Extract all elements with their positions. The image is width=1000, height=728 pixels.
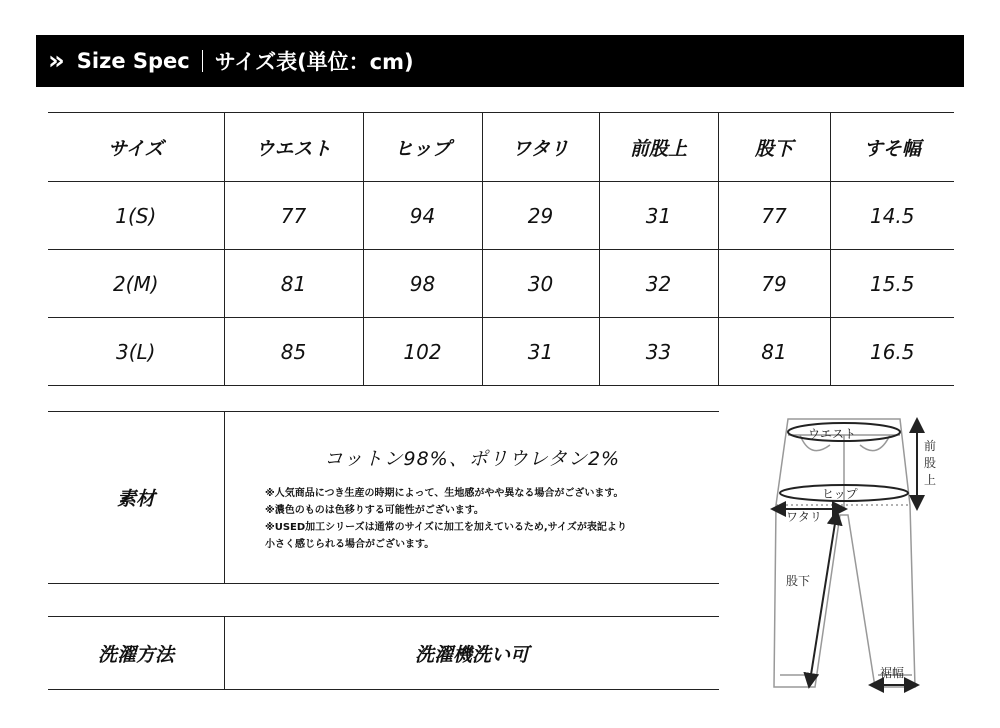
table-cell: 15.5 <box>830 250 954 318</box>
table-cell: 29 <box>482 182 599 250</box>
table-cell: 14.5 <box>830 182 954 250</box>
table-header-row <box>48 113 954 182</box>
material-divider <box>224 412 225 583</box>
pants-measurement-diagram <box>760 405 960 705</box>
table-cell: 30 <box>482 250 599 318</box>
size-table <box>48 112 954 386</box>
table-row <box>48 250 954 318</box>
inseam-arrow <box>810 517 836 681</box>
col-header-size: サイズ <box>48 113 224 182</box>
washing-section <box>48 616 719 690</box>
size-spec-header <box>36 35 964 87</box>
material-section <box>48 411 719 584</box>
col-header-hem: すそ幅 <box>830 113 954 182</box>
pants-outline <box>774 419 915 687</box>
table-cell: 2(M) <box>48 250 224 318</box>
col-header-hip: ヒップ <box>363 113 482 182</box>
material-note: 小さく感じられる場合がございます。 <box>265 539 435 550</box>
table-cell: 81 <box>224 250 363 318</box>
col-header-inseam: 股下 <box>718 113 830 182</box>
table-cell: 77 <box>718 182 830 250</box>
washing-value: 洗濯機洗い可 <box>414 643 529 666</box>
table-cell: 77 <box>224 182 363 250</box>
hem-label: 裾幅 <box>880 666 905 680</box>
header-divider <box>202 50 203 72</box>
table-cell: 85 <box>224 318 363 386</box>
waist-label: ウエスト <box>808 427 857 441</box>
table-row <box>48 318 954 386</box>
front-rise-label-1: 前 <box>924 439 937 453</box>
material-note: ※USED加工シリーズは通常のサイズに加工を加えているため,サイズが表記より <box>265 522 627 533</box>
header-title-en: Size Spec <box>76 49 190 73</box>
table-cell: 32 <box>599 250 718 318</box>
washing-label: 洗濯方法 <box>97 643 174 666</box>
table-cell: 16.5 <box>830 318 954 386</box>
table-cell: 81 <box>718 318 830 386</box>
table-cell: 94 <box>363 182 482 250</box>
material-notes <box>265 485 715 553</box>
table-cell: 31 <box>482 318 599 386</box>
material-label: 素材 <box>116 488 155 510</box>
header-title-ja: サイズ表(単位：cm) <box>214 50 414 74</box>
table-cell: 3(L) <box>48 318 224 386</box>
hip-label: ヒップ <box>822 487 858 501</box>
table-cell: 98 <box>363 250 482 318</box>
material-note: ※人気商品につき生産の時期によって、生地感がやや異なる場合がございます。 <box>265 488 624 499</box>
table-cell: 31 <box>599 182 718 250</box>
table-cell: 33 <box>599 318 718 386</box>
col-header-front-rise: 前股上 <box>599 113 718 182</box>
thigh-label: ワタリ <box>786 510 822 524</box>
col-header-thigh: ワタリ <box>482 113 599 182</box>
table-cell: 79 <box>718 250 830 318</box>
col-header-waist: ウエスト <box>224 113 363 182</box>
material-composition: コットン98%、ポリウレタン2% <box>323 448 621 470</box>
double-chevron-icon: » <box>48 46 59 76</box>
table-cell: 1(S) <box>48 182 224 250</box>
material-note: ※濃色のものは色移りする可能性がございます。 <box>265 505 484 516</box>
pants-illustration <box>760 405 960 705</box>
table-cell: 102 <box>363 318 482 386</box>
front-rise-label-3: 上 <box>924 473 937 487</box>
front-rise-label-2: 股 <box>924 456 937 470</box>
table-row <box>48 182 954 250</box>
inseam-label: 股下 <box>786 574 811 588</box>
